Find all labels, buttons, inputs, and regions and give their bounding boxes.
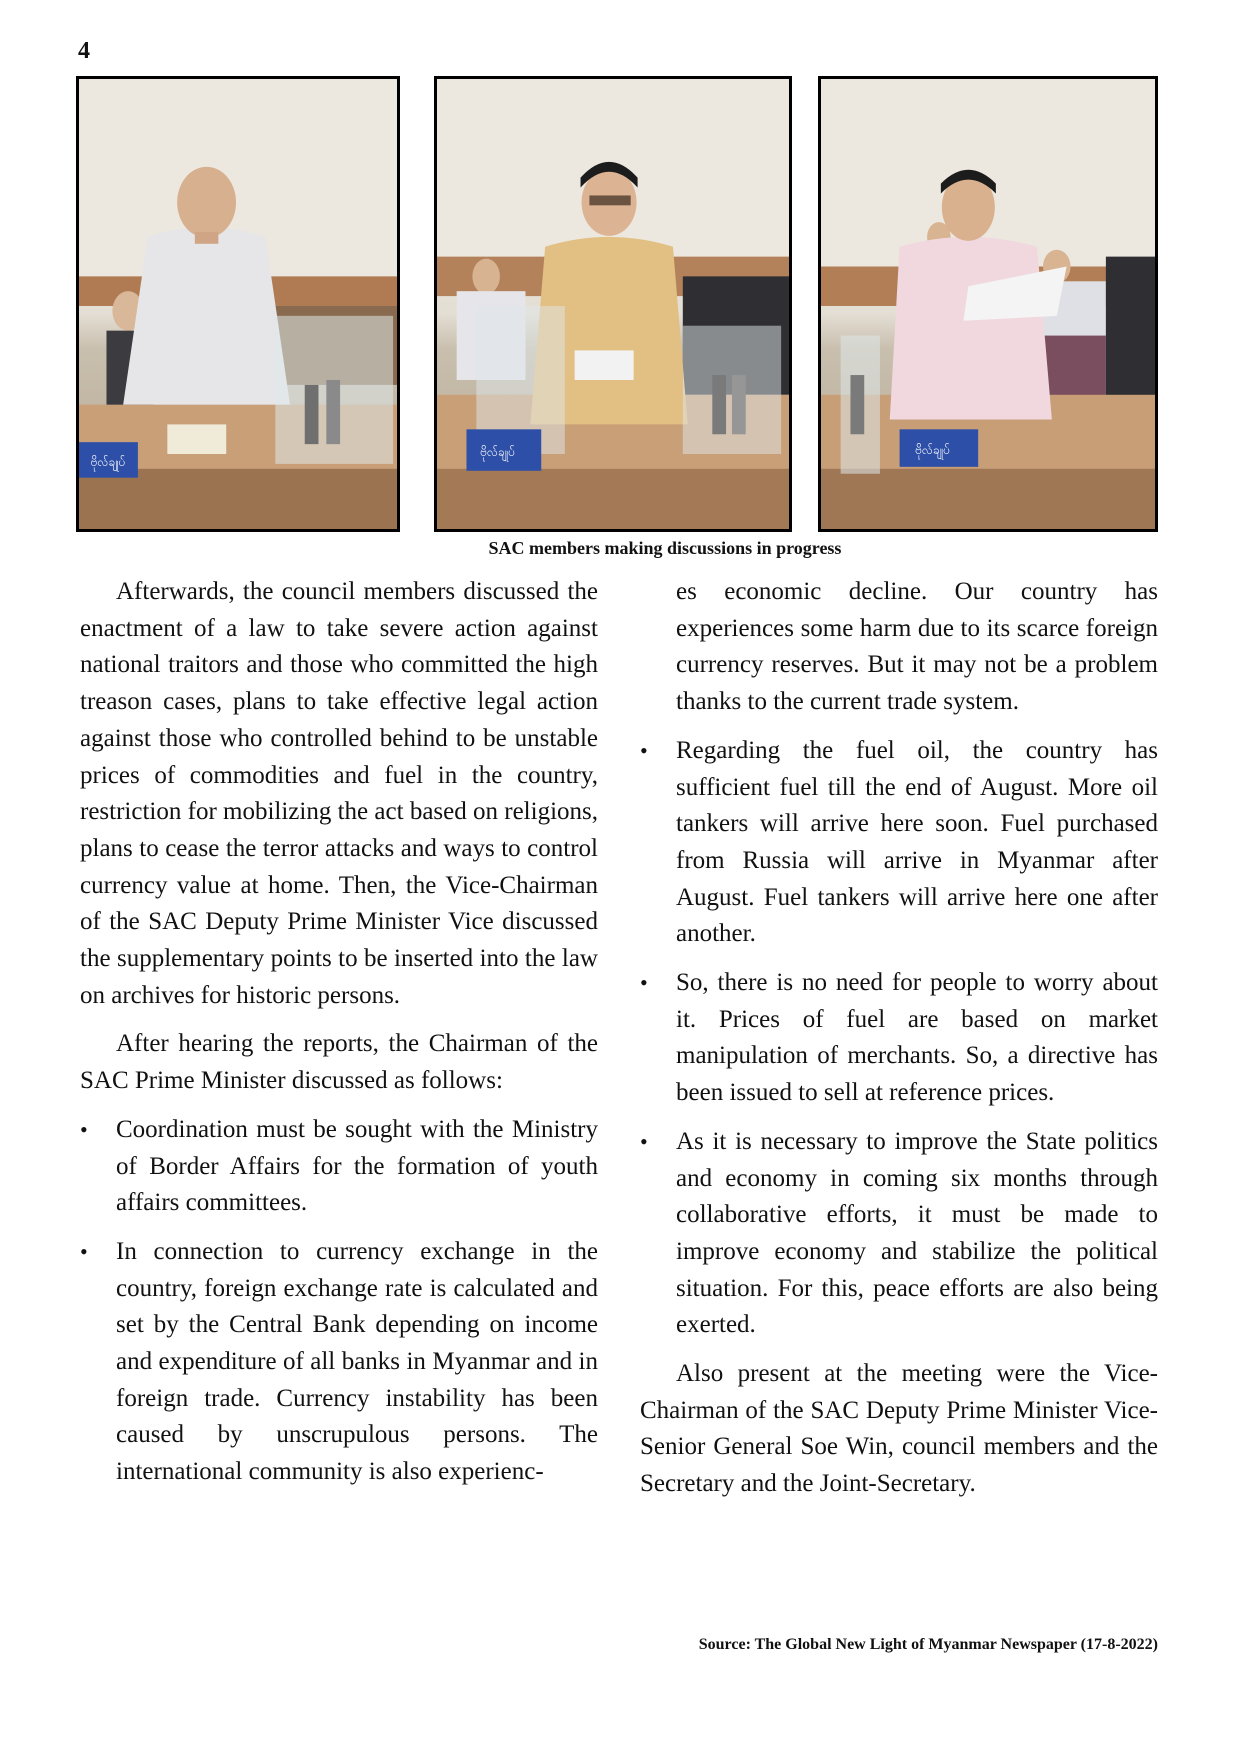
list-item-text: Regarding the fuel oil, the country has sufficient fuel till the end of August. More oil tankers will arrive here soon. Fuel purchased from Russia will arrive in Myanmar after August. Fuel tankers will arrive here one after another. [676, 736, 1158, 948]
list-item [640, 574, 1158, 721]
paragraph: Afterwards, the council members discussed the enactment of a law to take severe action against national traitors and those who committed the high treason cases, plans to take effective legal action against those who controlled behind to be unstable prices of commodities and fuel in the country, restriction for mobilizing the act based on religions, plans to cease the terror attacks and ways to control currency value at home. Then, the Vice-Chairman of the SAC Deputy Prime Minister Vice discussed the supplementary points to be inserted into the law on archives for historic persons. [80, 578, 598, 1009]
list-item [80, 1112, 598, 1222]
list-item-text: Coordination must be sought with the Ministry of Border Affairs for the formation of youth affairs committees. [116, 1115, 598, 1217]
bullet-icon: • [640, 1128, 648, 1154]
list-item [640, 733, 1158, 953]
list-item-text: es economic decline. Our country has experiences some harm due to its scarce foreign currency reserves. But it may not be a problem thanks to the current trade system. [676, 578, 1158, 716]
photo-caption: SAC members making discussions in progress [488, 538, 842, 558]
bullet-icon: • [640, 970, 648, 996]
source-credit: Source: The Global New Light of Myanmar Newspaper (17-8-2022) [698, 1636, 1158, 1653]
list-item-text: So, there is no need for people to worry about it. Prices of fuel are based on market manipulation of merchants. So, a directive has been issued to sell at reference prices. [676, 969, 1158, 1107]
list-item [80, 1234, 598, 1491]
photo-illustration [437, 79, 789, 529]
bullet-icon: • [640, 737, 648, 763]
bullet-icon: • [80, 1238, 88, 1264]
photo-council-member-yellow-jacket [434, 76, 792, 532]
article-left-column [80, 574, 598, 1503]
paragraph: Also present at the meeting were the Vice-Chairman of the SAC Deputy Prime Minister Vice-Senior General Soe Win, council members and the Secretary and the Joint-Secretary. [640, 1360, 1158, 1498]
bullet-icon: • [80, 1116, 88, 1142]
page-number: 4 [78, 38, 90, 64]
article-right-column [640, 574, 1158, 1515]
bullet-list-continuation [640, 574, 1158, 1344]
list-item [640, 1124, 1158, 1344]
photo-council-member-checked-shirt [818, 76, 1158, 532]
photo-illustration [821, 79, 1155, 529]
list-item-text: As it is necessary to improve the State politics and economy in coming six months through collaborative efforts, it must be made to improve economy and stabilize the political situation. For this, peace efforts are also being exerted. [676, 1127, 1158, 1339]
nameplate-text: ဗိုလ်ချုပ် [480, 444, 515, 459]
list-item [640, 965, 1158, 1112]
list-item-text: In connection to currency exchange in the country, foreign exchange rate is calculated and set by the Central Bank depending on income and expenditure of all banks in Myanmar and in foreign trade. Currency instability has been caused by unscrupulous persons. The international community is also experienc- [116, 1237, 598, 1486]
nameplate-text: ဗိုလ်ချုပ် [915, 442, 950, 458]
photo-council-member-white-jacket [76, 76, 400, 532]
photo-illustration [79, 79, 397, 529]
paragraph: After hearing the reports, the Chairman of the SAC Prime Minister discussed as follows: [80, 1030, 598, 1095]
bullet-list [80, 1112, 598, 1491]
nameplate-text: ဗိုလ်ချုပ် [90, 454, 126, 469]
